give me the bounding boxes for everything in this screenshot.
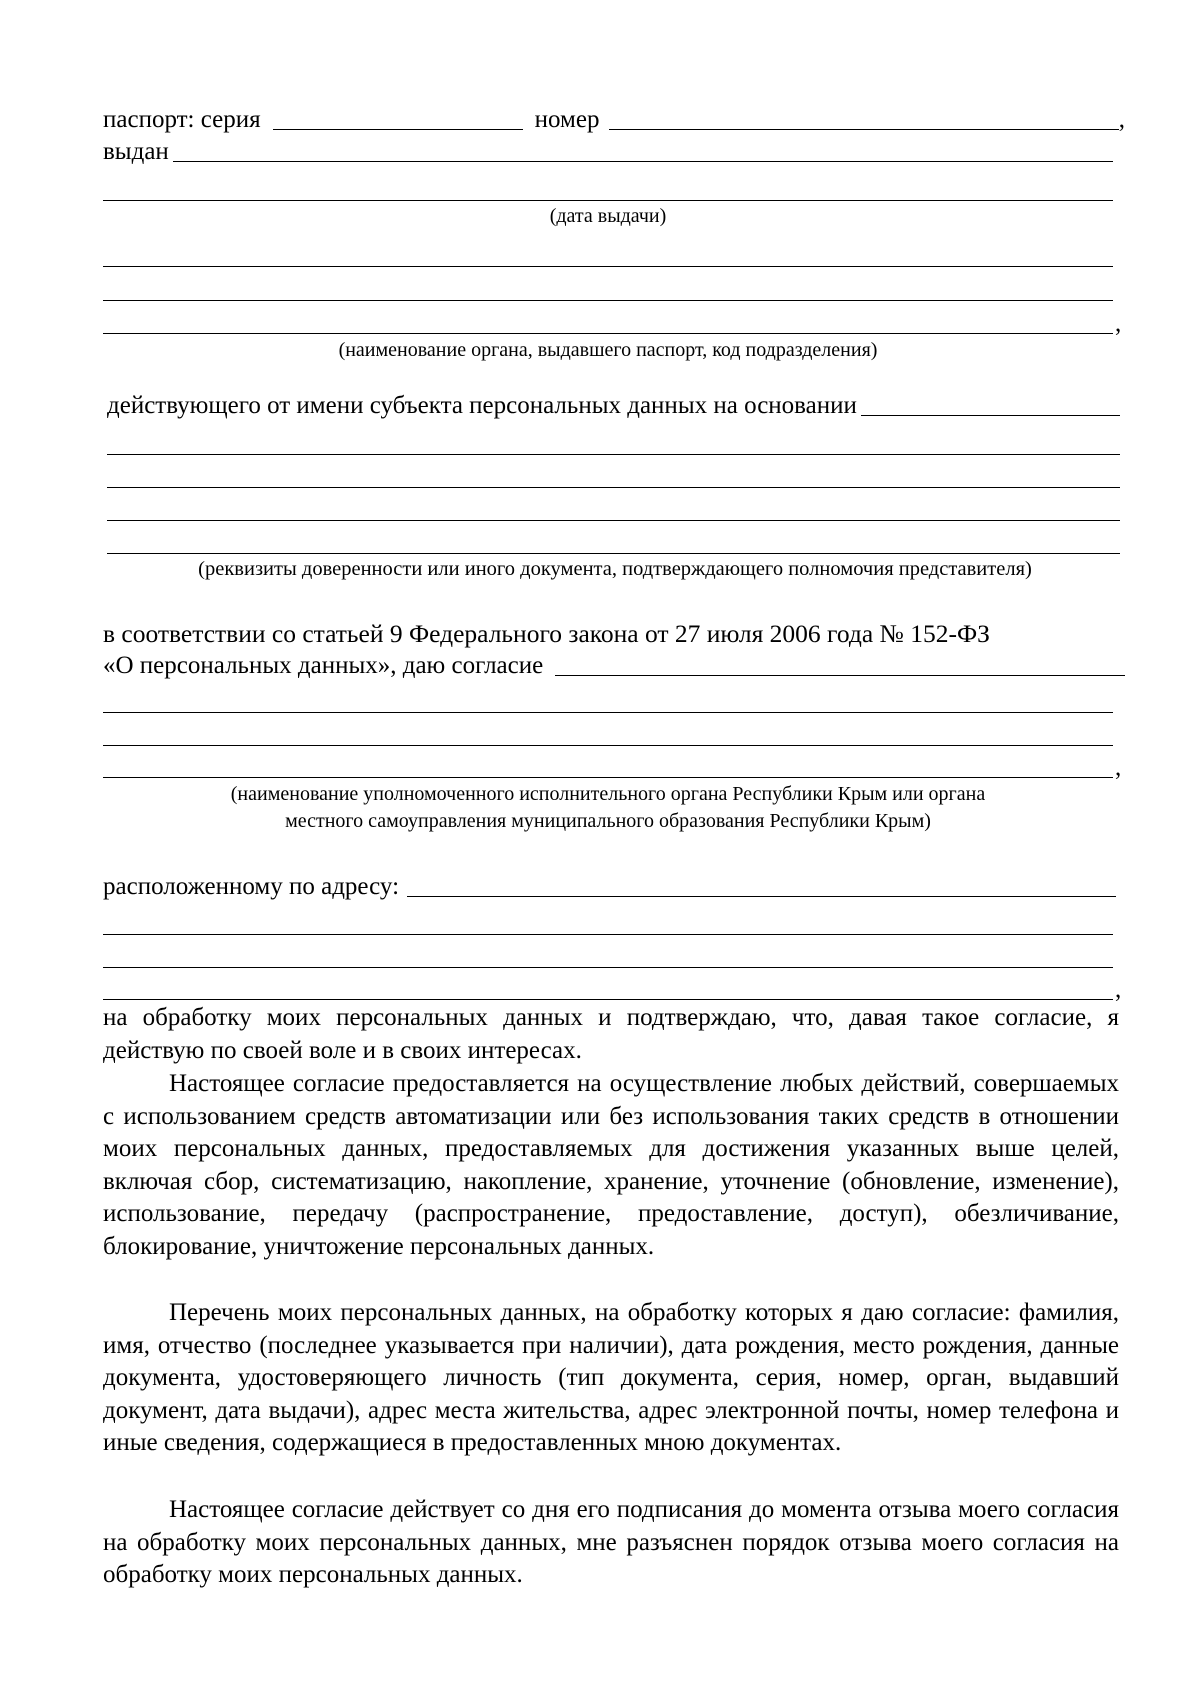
issuing-body-field-1[interactable] [103, 266, 1113, 267]
issued-field[interactable] [173, 161, 1113, 162]
acting-text: действующего от имени субъекта персональных данных на основании [107, 392, 857, 419]
passport-series-field[interactable] [273, 129, 523, 130]
paragraph-validity: Настоящее согласие действует со дня его подписания до момента отзыва моего согласия на обработку моих персональных данных, мне разъяснен порядок отзыва моего согласия на обработку моих персональных данных. [103, 1496, 1119, 1588]
proxy-field-2[interactable] [107, 487, 1120, 488]
passport-row [103, 104, 1125, 136]
proxy-requisites-caption: (реквизиты доверенности или иного документа, подтверждающего полномочия представителя) [198, 558, 1032, 580]
consent-recipient-field[interactable] [555, 675, 1125, 676]
authority-field-2[interactable] [103, 745, 1113, 746]
acting-basis-field[interactable] [861, 415, 1120, 416]
acting-row [107, 390, 1120, 422]
authority-caption-2: местного самоуправления муниципального образования Республики Крым) [285, 810, 931, 832]
passport-number-label: номер [534, 106, 600, 133]
issuing-body-field-2[interactable] [103, 300, 1113, 301]
proxy-field-3[interactable] [107, 520, 1120, 521]
address-row [103, 871, 1116, 903]
issue-date-caption: (дата выдачи) [549, 205, 667, 227]
authority-comma: , [1115, 754, 1122, 781]
address-field-2[interactable] [103, 934, 1113, 935]
issued-row [103, 136, 1113, 168]
address-field-3[interactable] [103, 967, 1113, 968]
address-comma: , [1115, 976, 1122, 1003]
address-field-4[interactable] [103, 999, 1113, 1000]
proxy-field-1[interactable] [107, 454, 1120, 455]
paragraph-actions: Настоящее согласие предоставляется на осуществление любых действий, совершаемых с использованием средств автоматизации или без использования таких средств в отношении моих персональных данных, предоставляемых для достижения указанных выше целей, включая сбор, систематизацию, накопление, хранение, уточнение (обновление, изменение), использование, передачу (распространение, предоставление, доступ), обезличивание, блокирование, уничтожение персональных данных. [103, 1070, 1119, 1260]
authority-field-3[interactable] [103, 777, 1113, 778]
issue-date-field[interactable] [103, 200, 1113, 201]
consent-row [103, 650, 1125, 682]
passport-number-comma: , [1118, 106, 1125, 133]
paragraph-data-list: Перечень моих персональных данных, на обработку которых я даю согласие: фамилия, имя, отчество (последнее указывается при наличии), дата рождения, место рождения, данные документа, удостоверяющего личность (тип документа, серия, номер, орган, выдавший документ, дата выдачи), адрес места жительства, адрес электронной почты, номер телефона и иные сведения, содержащиеся в предоставленных мною документах. [103, 1299, 1119, 1456]
law-line-2: «О персональных данных», даю согласие [103, 652, 544, 679]
address-field-1[interactable] [407, 896, 1116, 897]
authority-field-1[interactable] [103, 712, 1113, 713]
passport-series-label: паспорт: серия [103, 106, 261, 133]
issuing-body-field-3[interactable] [103, 333, 1113, 334]
authority-caption-1: (наименование уполномоченного исполнительного органа Республики Крым или органа [230, 783, 986, 805]
address-label: расположенному по адресу: [103, 873, 400, 900]
law-line-1: в соответствии со статьей 9 Федерального закона от 27 июля 2006 года № 152-ФЗ [103, 619, 990, 648]
issued-label: выдан [103, 138, 169, 165]
paragraph-processing: на обработку моих персональных данных и подтверждаю, что, давая такое согласие, я действую по своей воле и в своих интересах. [103, 1004, 1119, 1064]
issuing-body-comma: , [1115, 310, 1122, 337]
proxy-field-4[interactable] [107, 553, 1120, 554]
passport-number-field[interactable] [609, 129, 1118, 130]
issuing-body-caption: (наименование органа, выдавшего паспорт, код подразделения) [338, 339, 878, 361]
